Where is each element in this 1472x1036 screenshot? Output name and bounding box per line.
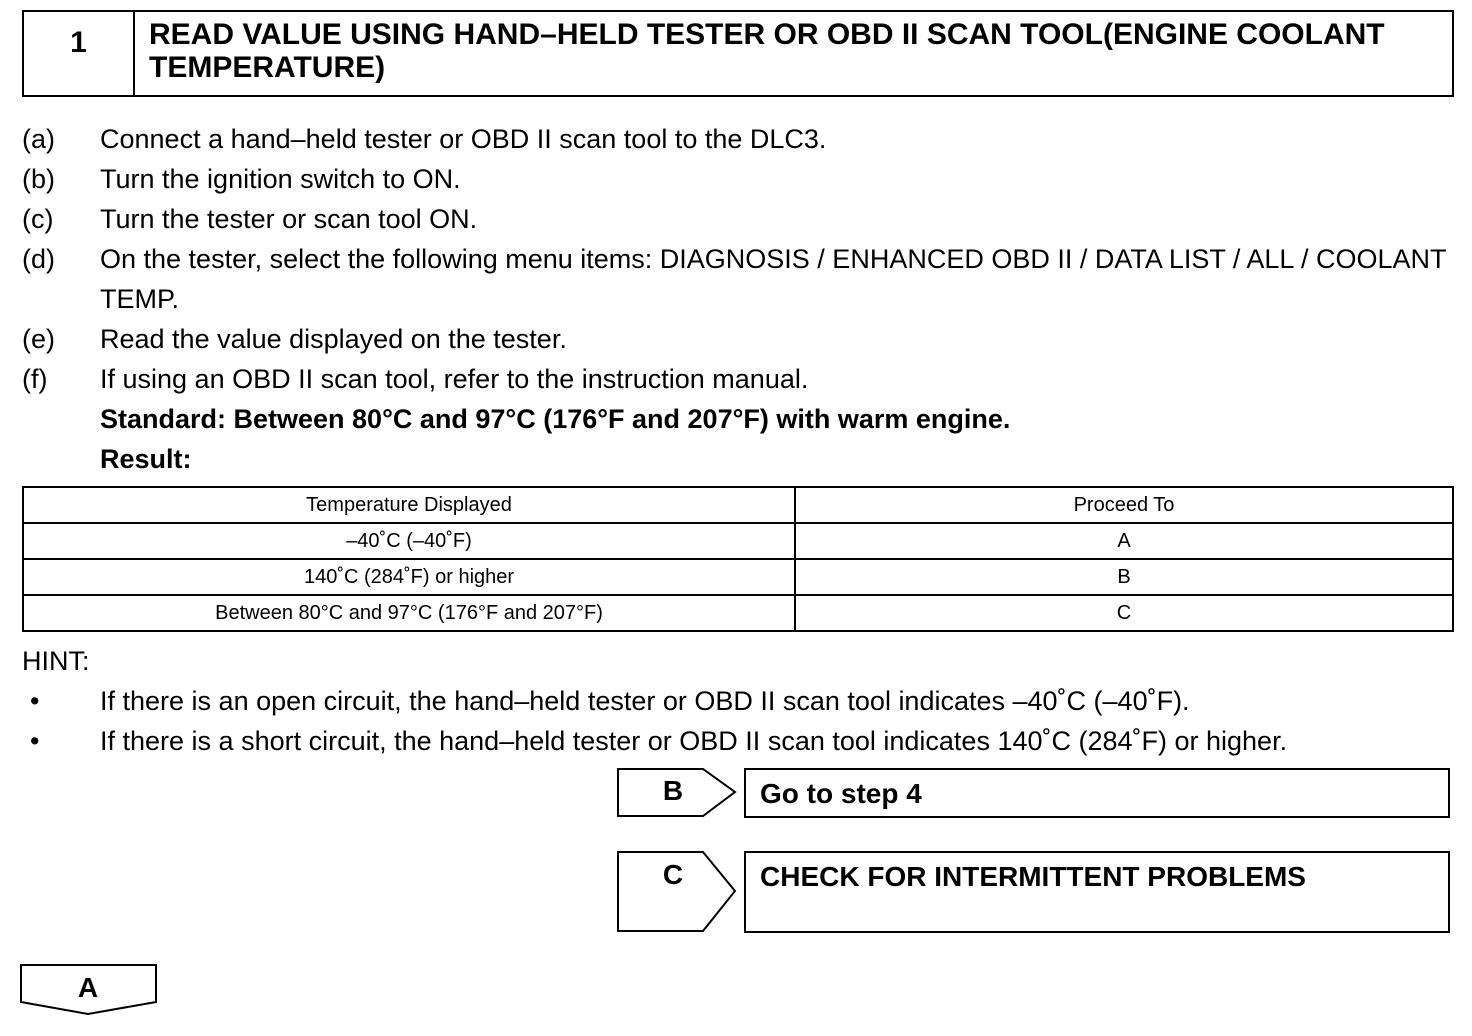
hint-section xyxy=(22,641,1462,761)
table-row xyxy=(23,523,1453,559)
instruction-text: If using an OBD II scan tool, refer to the instruction manual. xyxy=(100,364,809,394)
hint-item xyxy=(22,721,1462,761)
instruction-label: (a) xyxy=(22,124,55,154)
step-header xyxy=(22,10,1454,97)
table-header-cell: Temperature Displayed xyxy=(23,487,795,523)
instruction-item xyxy=(22,239,1462,319)
branch-action-box xyxy=(744,851,1450,933)
table-cell: B xyxy=(795,559,1453,595)
instruction-item xyxy=(22,359,1462,399)
table-cell: C xyxy=(795,595,1453,631)
table-row xyxy=(23,559,1453,595)
instruction-label: (b) xyxy=(22,164,55,194)
continue-letter: A xyxy=(77,972,99,1003)
table-row xyxy=(23,595,1453,631)
table-cell: –40˚C (–40˚F) xyxy=(23,523,795,559)
branch-letter: C xyxy=(662,859,684,890)
branch-letter: B xyxy=(662,775,684,806)
instruction-text: Turn the tester or scan tool ON. xyxy=(100,204,478,234)
table-header-cell: Proceed To xyxy=(795,487,1453,523)
hint-text: If there is a short circuit, the hand–held tester or OBD II scan tool indicates 140˚C (284˚F) or higher. xyxy=(100,726,1288,756)
instruction-text: Read the value displayed on the tester. xyxy=(100,324,567,354)
instruction-label: (f) xyxy=(22,364,48,394)
bullet-icon: • xyxy=(30,726,40,756)
instruction-list xyxy=(22,119,1462,479)
instruction-text: Turn the ignition switch to ON. xyxy=(100,164,461,194)
table-cell: A xyxy=(795,523,1453,559)
instruction-label: (c) xyxy=(22,204,54,234)
hint-item xyxy=(22,681,1462,721)
instruction-item xyxy=(22,119,1462,159)
table-cell: Between 80°C and 97°C (176°F and 207°F) xyxy=(23,595,795,631)
instruction-text: On the tester, select the following menu items: DIAGNOSIS / ENHANCED OBD II / DATA LIST / ALL / COOLANT TEMP. xyxy=(100,244,1446,314)
branch-action-text: Go to step 4 xyxy=(760,778,922,809)
result-table xyxy=(22,486,1454,632)
branch-action-box xyxy=(744,768,1450,818)
instruction-item xyxy=(22,319,1462,359)
standard-spec: Standard: Between 80°C and 97°C (176°F and 207°F) with warm engine. xyxy=(100,404,1011,434)
table-header-row xyxy=(23,487,1453,523)
instruction-item xyxy=(22,199,1462,239)
step-title: READ VALUE USING HAND–HELD TESTER OR OBD II SCAN TOOL(ENGINE COOLANT TEMPERATURE) xyxy=(149,18,1385,84)
instruction-text: Connect a hand–held tester or OBD II scan tool to the DLC3. xyxy=(100,124,827,154)
hint-text: If there is an open circuit, the hand–held tester or OBD II scan tool indicates –40˚C (–40˚F). xyxy=(100,686,1190,716)
bullet-icon: • xyxy=(30,686,40,716)
branch-action-text: CHECK FOR INTERMITTENT PROBLEMS xyxy=(760,861,1306,892)
table-cell: 140˚C (284˚F) or higher xyxy=(23,559,795,595)
step-number: 1 xyxy=(24,12,135,95)
instruction-label: (e) xyxy=(22,324,55,354)
instruction-item xyxy=(22,159,1462,199)
instruction-label: (d) xyxy=(22,244,55,274)
result-label: Result: xyxy=(100,444,192,474)
hint-label: HINT: xyxy=(22,646,90,676)
